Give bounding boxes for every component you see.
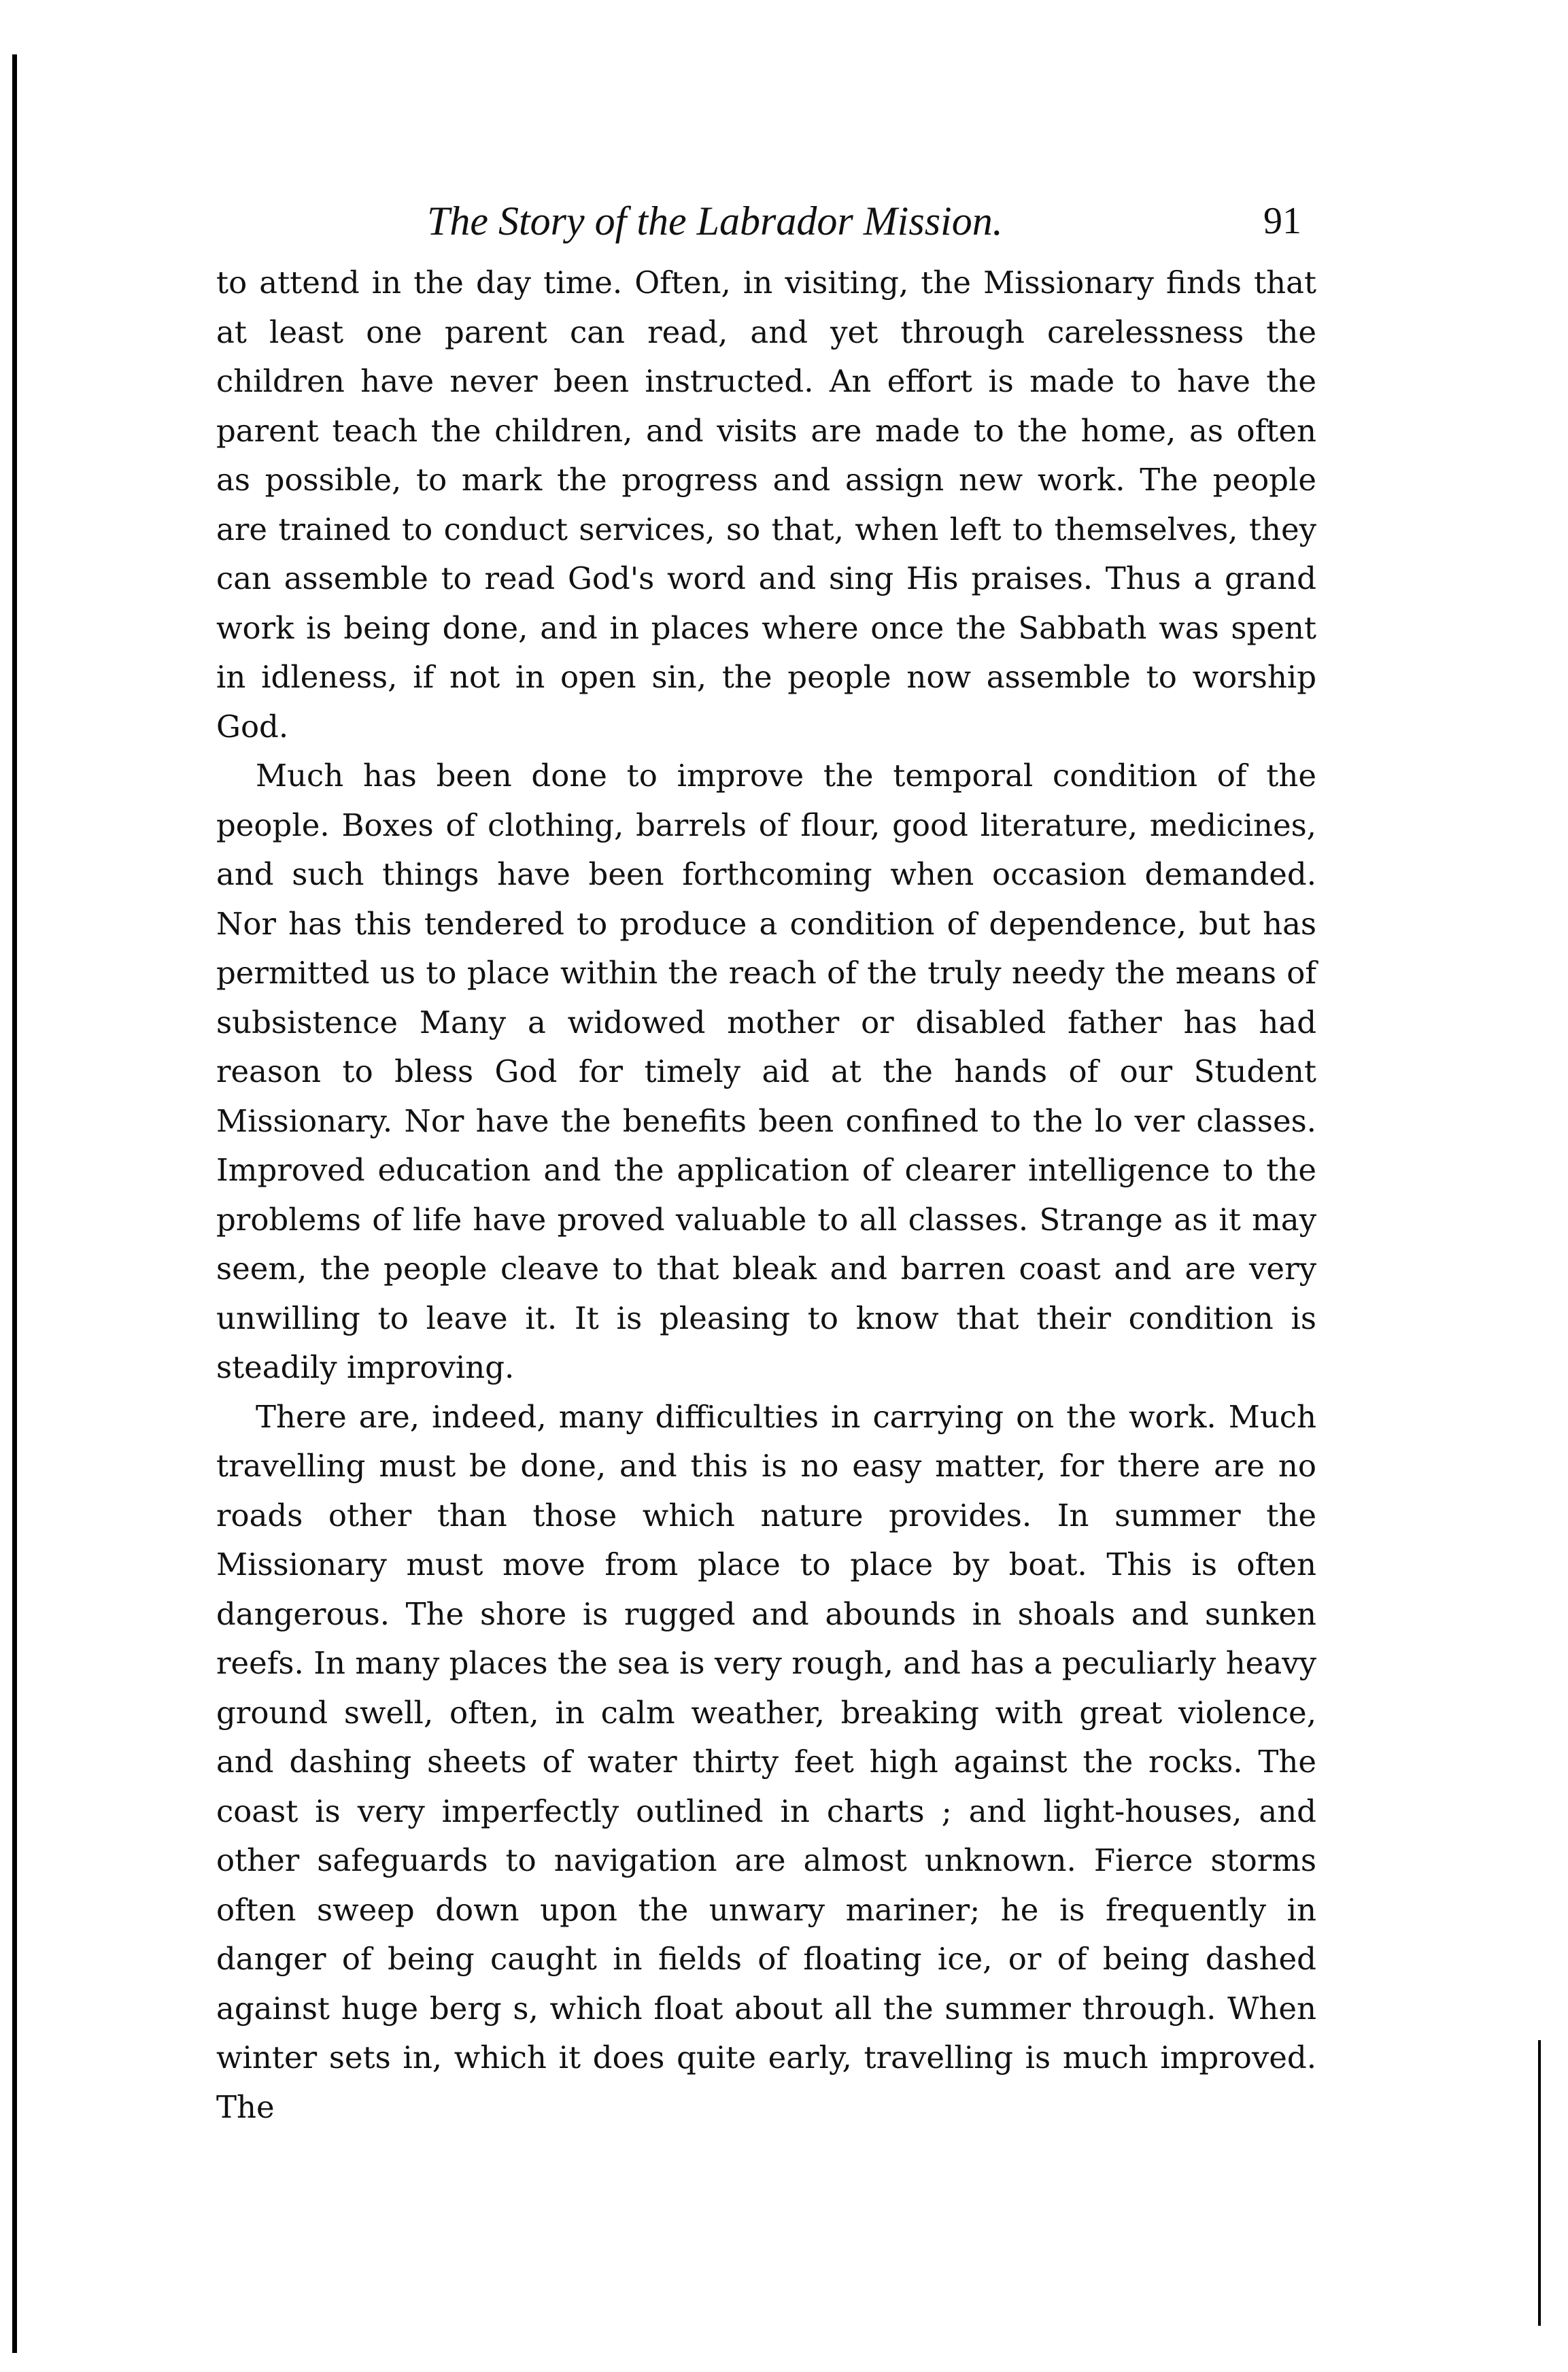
paragraph-continued: to attend in the day time. Often, in visiting, the Missionary finds that at least one parent can read, and yet through carelessness the children have never been instructed. An effort is made to have the parent teach the children, and visits are made to the home, as often as possible, to mark the progress and assign new work. The people are trained to conduct services, so that, when left to themselves, they can assemble to read God's word and sing His praises. Thus a grand work is being done, and in places where once the Sabbath was spent in idleness, if not in open sin, the people now assemble to worship God.: [216, 265, 1316, 745]
page-number: 91: [1263, 200, 1301, 242]
book-page: [216, 184, 1316, 2132]
scan-page-edge-right: [1538, 2040, 1541, 2326]
paragraph-difficulties: There are, indeed, many difficulties in carrying on the work. Much travelling must be done, and this is no easy matter, for there are no roads other than those which nature provides. In summer the Missionary must move from place to place by boat. This is often dangerous. The shore is rugged and abounds in shoals and sunken reefs. In many places the sea is very rough, and has a peculiarly heavy ground swell, often, in calm weather, breaking with great violence, and dashing sheets of water thirty feet high against the rocks. The coast is very imperfectly outlined in charts ; and light-houses, and other safeguards to navigation are almost unknown. Fierce storms often sweep down upon the unwary mariner; he is frequently in danger of being caught in fields of floating ice, or of being dashed against huge berg s, which float about all the summer through. When winter sets in, which it does quite early, travelling is much improved. The: [216, 1398, 1316, 2125]
running-title: The Story of the Labrador Mission.: [427, 199, 1003, 243]
body-text: [216, 258, 1316, 2132]
running-head: [216, 184, 1316, 258]
paragraph-temporal-condition: Much has been done to improve the temporal condition of the people. Boxes of clothing, barrels of flour, good literature, medicines, and such things have been forthcoming when occasion demanded. Nor has this tendered to produce a condition of dependence, but has permitted us to place within the reach of the truly needy the means of subsistence Many a widowed mother or disabled father has had reason to bless God for timely aid at the hands of our Student Missionary. Nor have the benefits been confined to the lo ver classes. Improved education and the application of clearer intelligence to the problems of life have proved valuable to all classes. Strange as it may seem, the people cleave to that bleak and barren coast and are very unwilling to leave it. It is pleasing to know that their condition is steadily improving.: [216, 758, 1316, 1385]
scan-page-edge-left: [12, 54, 17, 2353]
